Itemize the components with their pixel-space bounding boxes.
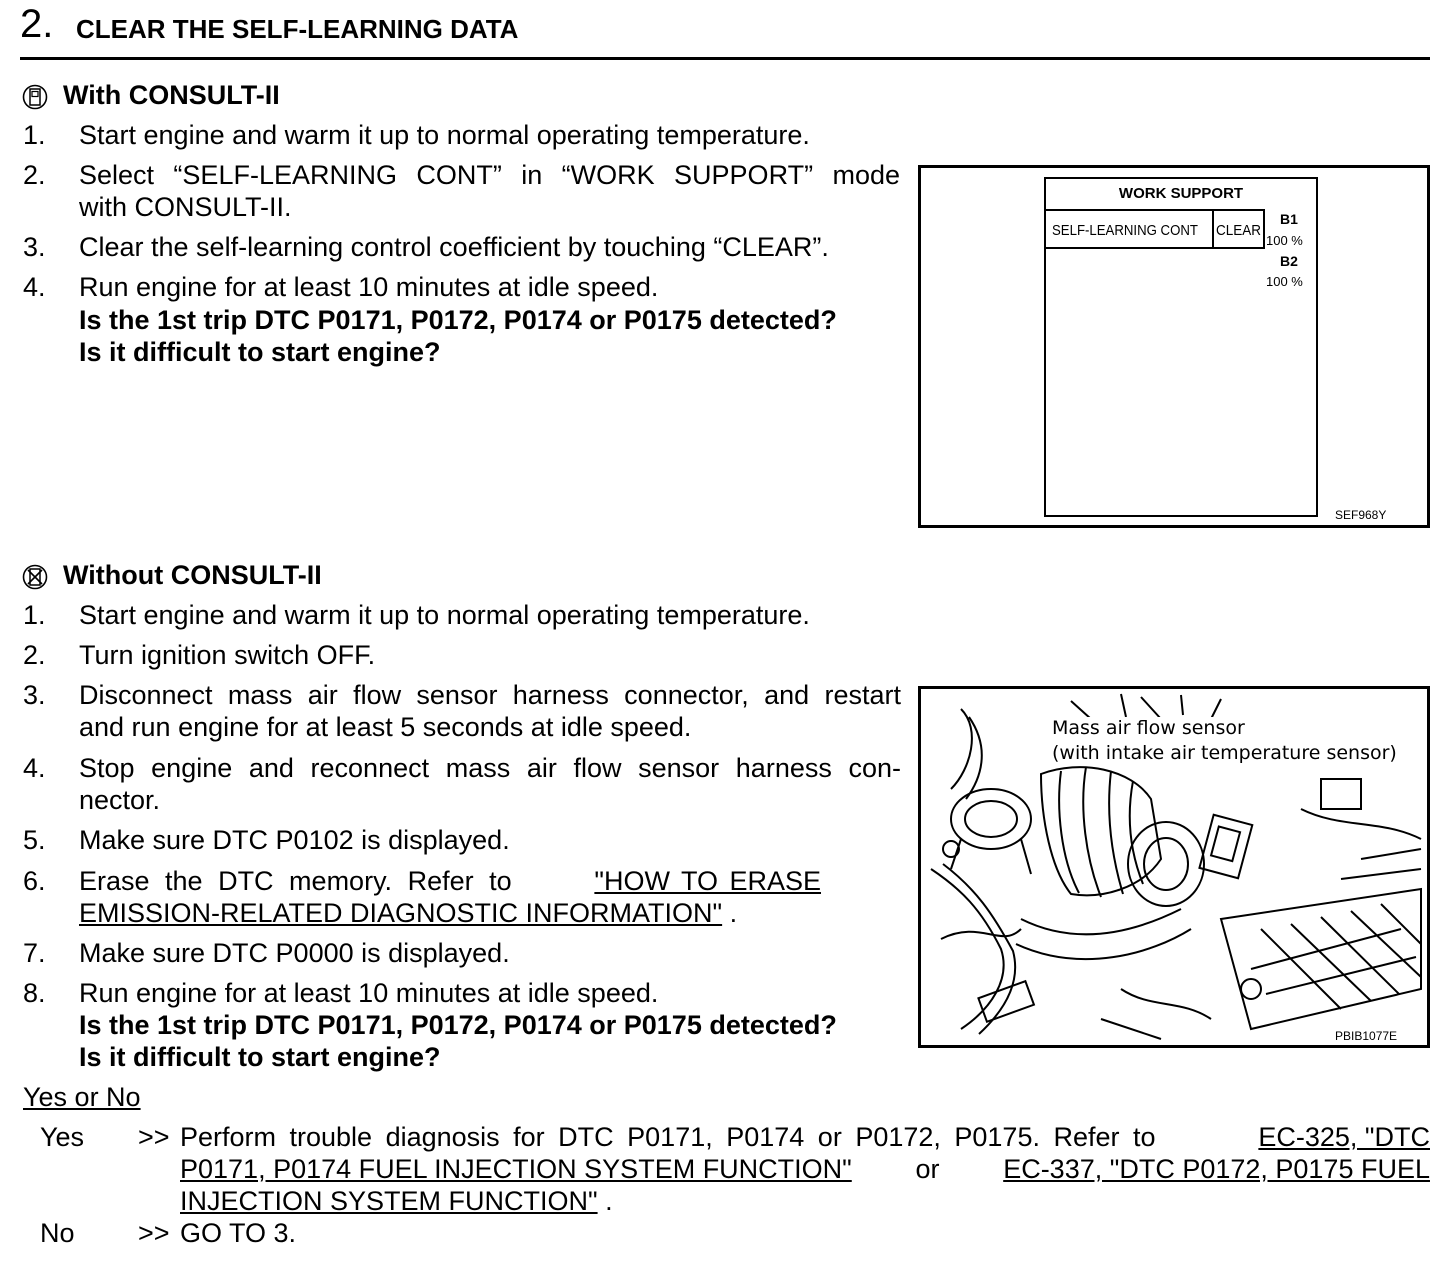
- step-num: 4.: [23, 753, 46, 783]
- step-title: CLEAR THE SELF-LEARNING DATA: [76, 14, 519, 44]
- header-rule: [20, 57, 1430, 60]
- question: Is it difficult to start engine?: [79, 1042, 441, 1072]
- erase-info-link[interactable]: "HOW TO ERASE: [594, 866, 821, 896]
- yes-text-line: [180, 1154, 1430, 1185]
- step-text: [79, 898, 737, 929]
- self-learning-item: SELF-LEARNING CONT: [1052, 222, 1198, 239]
- step-text: with CONSULT-II.: [79, 192, 292, 222]
- row-divider: [1263, 209, 1265, 249]
- step-text: Stop engine and reconnect mass air flow sensor harness con-: [79, 753, 901, 783]
- b1-value: 100 %: [1266, 233, 1303, 248]
- no-text: GO TO 3.: [180, 1218, 297, 1248]
- mass-air-flow-sensor-figure: [918, 686, 1430, 1048]
- step-text: Start engine and warm it up to normal operating temperature.: [79, 120, 810, 150]
- yes-label: Yes: [40, 1122, 85, 1152]
- step-text: Disconnect mass air flow sensor harness connector, and restart: [79, 680, 901, 710]
- step-text: nector.: [79, 785, 161, 815]
- no-label: No: [40, 1218, 75, 1248]
- arrow: >>: [138, 1218, 170, 1248]
- step-num: 8.: [23, 978, 46, 1008]
- screen-title: WORK SUPPORT: [1118, 185, 1244, 202]
- no-consult-icon: [22, 564, 48, 590]
- consult-screen: [1044, 177, 1318, 517]
- step-text: Clear the self-learning control coefficient by touching “CLEAR”.: [79, 232, 829, 262]
- ec-337-link[interactable]: EC-337, "DTC P0172, P0175 FUEL: [1003, 1154, 1430, 1184]
- sensor-label-line2: (with intake air temperature sensor): [1052, 742, 1397, 764]
- b1-label: B1: [1280, 211, 1298, 227]
- yes-text-line: [180, 1186, 613, 1217]
- step-text: Select “SELF-LEARNING CONT” in “WORK SUPPORT” mode: [79, 160, 900, 190]
- step-text: Run engine for at least 10 minutes at idle speed.: [79, 272, 659, 302]
- step-num: 3.: [23, 232, 46, 262]
- step-num: 7.: [23, 938, 46, 968]
- b2-value: 100 %: [1266, 274, 1303, 289]
- step-num: 3.: [23, 680, 46, 710]
- step-text: Make sure DTC P0000 is displayed.: [79, 938, 510, 968]
- ec-325-link-cont[interactable]: P0171, P0174 FUEL INJECTION SYSTEM FUNCTION": [180, 1154, 852, 1184]
- with-consult-heading: With CONSULT-II: [63, 80, 280, 110]
- step-num: 2.: [23, 160, 46, 190]
- clear-button: CLEAR: [1216, 222, 1262, 239]
- yes-text: Perform trouble diagnosis for DTC P0171, P0174 or P0172, P0175. Refer to: [180, 1122, 1156, 1152]
- step-num: 4.: [23, 272, 46, 302]
- question: Is it difficult to start engine?: [79, 337, 441, 367]
- sensor-label-line1: Mass air flow sensor: [1052, 717, 1245, 739]
- step-text: and run engine for at least 5 seconds at idle speed.: [79, 712, 692, 742]
- period: .: [605, 1186, 613, 1216]
- row-divider: [1212, 209, 1214, 249]
- ec-337-link-cont[interactable]: INJECTION SYSTEM FUNCTION": [180, 1186, 598, 1216]
- ec-325-link[interactable]: EC-325, "DTC: [1258, 1122, 1430, 1152]
- step-text: Make sure DTC P0102 is displayed.: [79, 825, 510, 855]
- erase-info-link-cont[interactable]: EMISSION-RELATED DIAGNOSTIC INFORMATION": [79, 898, 723, 928]
- consult-icon: [22, 84, 48, 110]
- step-text: Start engine and warm it up to normal operating temperature.: [79, 600, 810, 630]
- question: Is the 1st trip DTC P0171, P0172, P0174 or P0175 detected?: [79, 305, 837, 335]
- arrow: >>: [138, 1122, 170, 1152]
- b2-label: B2: [1280, 253, 1298, 269]
- yes-or-no-heading: Yes or No: [23, 1082, 141, 1112]
- step-text-lead: Erase the DTC memory. Refer to: [79, 866, 512, 896]
- step-text: Turn ignition switch OFF.: [79, 640, 376, 670]
- work-support-figure: [918, 165, 1430, 528]
- figure-code: SEF968Y: [1335, 508, 1387, 522]
- question: Is the 1st trip DTC P0171, P0172, P0174 or P0175 detected?: [79, 1010, 837, 1040]
- step-text: Run engine for at least 10 minutes at idle speed.: [79, 978, 659, 1008]
- step-num: 2.: [23, 640, 46, 670]
- step-num: 5.: [23, 825, 46, 855]
- step-number: 2.: [20, 2, 54, 46]
- step-text: [79, 866, 821, 897]
- or-text: or: [915, 1154, 940, 1184]
- without-consult-heading: Without CONSULT-II: [63, 560, 322, 590]
- yes-text-line: [180, 1122, 1430, 1153]
- step-num: 1.: [23, 120, 46, 150]
- step-num: 6.: [23, 866, 46, 896]
- step-num: 1.: [23, 600, 46, 630]
- period: .: [729, 898, 738, 928]
- figure-code: PBIB1077E: [1335, 1029, 1398, 1043]
